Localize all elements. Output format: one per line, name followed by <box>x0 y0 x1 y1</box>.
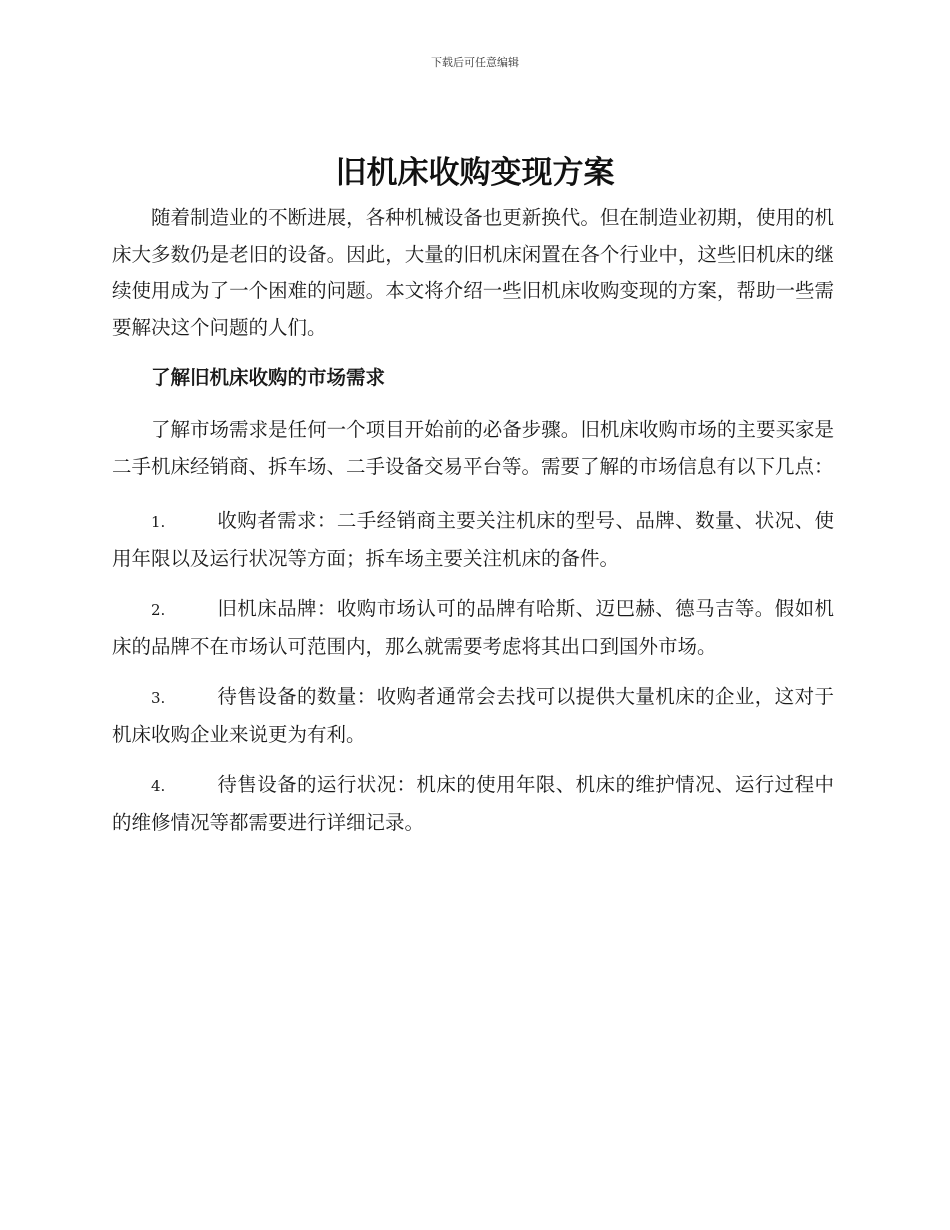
list-item <box>112 767 834 841</box>
list-text: 待售设备的数量：收购者通常会去找可以提供大量机床的企业，这对于机床收购企业来说更为有利。 <box>112 685 834 746</box>
list-number: 2. <box>151 601 166 619</box>
header-note: 下载后可任意编辑 <box>431 56 519 69</box>
list-number: 1. <box>151 513 166 531</box>
list-item <box>112 679 834 753</box>
section-heading: 了解旧机床收购的市场需求 <box>151 366 386 389</box>
section-paragraph: 了解市场需求是任何一个项目开始前的必备步骤。旧机床收购市场的主要买家是二手机床经销商、拆车场、二手设备交易平台等。需要了解的市场信息有以下几点： <box>112 418 834 478</box>
list-item <box>112 503 834 577</box>
list-number: 4. <box>151 777 166 795</box>
requirements-list <box>112 503 834 841</box>
list-text: 收购者需求：二手经销商主要关注机床的型号、品牌、数量、状况、使用年限以及运行状况等方面；拆车场主要关注机床的备件。 <box>112 509 834 570</box>
document-body <box>112 200 834 855</box>
list-number: 3. <box>151 689 166 707</box>
intro-paragraph: 随着制造业的不断进展，各种机械设备也更新换代。但在制造业初期，使用的机床大多数仍是老旧的设备。因此，大量的旧机床闲置在各个行业中，这些旧机床的继续使用成为了一个困难的问题。本文将介绍一些旧机床收购变现的方案，帮助一些需要解决这个问题的人们。 <box>112 206 834 339</box>
document-title: 旧机床收购变现方案 <box>335 155 615 191</box>
list-text: 待售设备的运行状况：机床的使用年限、机床的维护情况、运行过程中的维修情况等都需要进行详细记录。 <box>112 773 834 834</box>
list-item <box>112 591 834 665</box>
list-text: 旧机床品牌：收购市场认可的品牌有哈斯、迈巴赫、德马吉等。假如机床的品牌不在市场认可范围内，那么就需要考虑将其出口到国外市场。 <box>112 597 834 658</box>
